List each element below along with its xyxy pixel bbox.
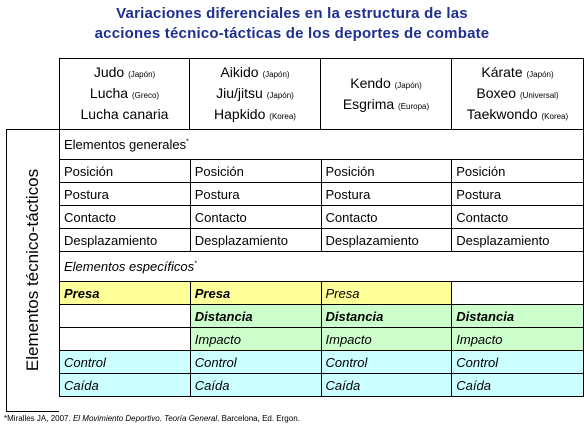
- table-cell: Control: [190, 351, 321, 374]
- table-row: [60, 328, 584, 351]
- sport-name: Judo (Japón): [93, 64, 156, 80]
- table-cell: Desplazamiento: [452, 229, 584, 252]
- table-cell: Presa: [321, 282, 452, 305]
- elements-table: [59, 129, 584, 397]
- table-cell: Distancia: [452, 305, 584, 328]
- table-cell: Contacto: [321, 206, 452, 229]
- sport-name: Taekwondo (Korea): [466, 106, 569, 122]
- footnote: *Miralles JA, 2007. El Movimiento Deportivo. Teoría General. Barcelona, Ed. Ergon.: [4, 414, 300, 423]
- title-line-2: acciones técnico-tácticas de los deportes de combate: [94, 25, 490, 42]
- table-cell: Postura: [190, 183, 321, 206]
- table-cell: Desplazamiento: [60, 229, 191, 252]
- sport-group-1: [59, 58, 190, 130]
- table-cell: Postura: [452, 183, 584, 206]
- table-row: [60, 183, 584, 206]
- table-cell: Contacto: [190, 206, 321, 229]
- table-cell: Caída: [60, 374, 191, 397]
- table-cell: Control: [60, 351, 191, 374]
- table-cell: Postura: [321, 183, 452, 206]
- table-row: [60, 305, 584, 328]
- sport-name: Lucha canaria: [80, 106, 169, 122]
- sport-group-4: [452, 58, 584, 130]
- table-cell: Control: [321, 351, 452, 374]
- sport-name: Esgrima (Europa): [342, 95, 430, 112]
- table-cell: Caída: [190, 374, 321, 397]
- sport-name: Aikido (Japón): [220, 64, 290, 80]
- section-specific: Elementos específicos*: [60, 252, 584, 282]
- sport-name: Kendo (Japón): [350, 74, 422, 91]
- table-cell: Impacto: [321, 328, 452, 351]
- table-cell: Distancia: [190, 305, 321, 328]
- table-cell: Desplazamiento: [190, 229, 321, 252]
- sport-name: Hapkido (Korea): [214, 106, 296, 122]
- table-row: [60, 282, 584, 305]
- table-cell: Posición: [60, 160, 191, 183]
- sport-group-2: [190, 58, 321, 130]
- table-cell: Contacto: [452, 206, 584, 229]
- table-cell: Caída: [452, 374, 584, 397]
- sport-name: Jiu/jitsu (Japón): [216, 85, 294, 101]
- table-row: [60, 229, 584, 252]
- table-cell: [452, 282, 584, 305]
- table-cell: Presa: [190, 282, 321, 305]
- sport-group-3: [321, 58, 452, 130]
- table-cell: Caída: [321, 374, 452, 397]
- table-row: [60, 206, 584, 229]
- table-cell: Control: [452, 351, 584, 374]
- table-cell: [60, 305, 191, 328]
- table-cell: Postura: [60, 183, 191, 206]
- table-cell: Desplazamiento: [321, 229, 452, 252]
- table-cell: Impacto: [452, 328, 584, 351]
- sport-name: Boxeo (Universal): [476, 85, 559, 101]
- table-cell: [60, 328, 191, 351]
- table-row: [60, 351, 584, 374]
- section-general: Elementos generales*: [60, 130, 584, 160]
- title-line-1: Variaciones diferenciales en la estructura de las: [116, 5, 468, 22]
- table-cell: Impacto: [190, 328, 321, 351]
- table-cell: Posición: [321, 160, 452, 183]
- table-cell: Contacto: [60, 206, 191, 229]
- table-row: [60, 374, 584, 397]
- table-cell: Presa: [60, 282, 191, 305]
- table-cell: Posición: [452, 160, 584, 183]
- table-cell: Posición: [190, 160, 321, 183]
- sport-name: Kárate (Japón): [481, 64, 554, 80]
- table-cell: Distancia: [321, 305, 452, 328]
- sport-name: Lucha (Greco): [89, 85, 160, 101]
- side-label: Elementos técnico-tácticos: [23, 168, 42, 372]
- table-row: [60, 160, 584, 183]
